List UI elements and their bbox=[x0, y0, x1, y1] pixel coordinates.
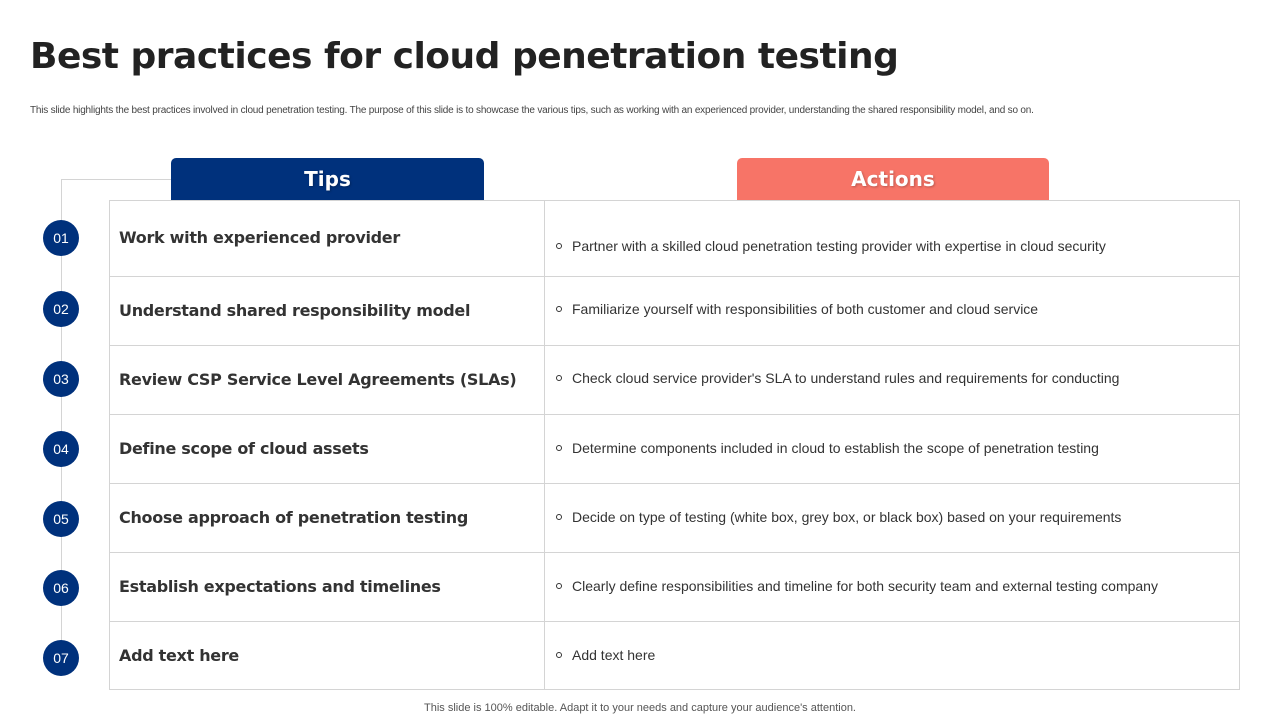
action-text: Clearly define responsibilities and timeline for both security team and external testing company bbox=[572, 578, 1158, 594]
action-item bbox=[556, 440, 1099, 456]
row-number-badge: 05 bbox=[43, 501, 79, 537]
action-text: Decide on type of testing (white box, grey box, or black box) based on your requirements bbox=[572, 509, 1122, 525]
action-item bbox=[556, 301, 1038, 317]
row-number-badge: 07 bbox=[43, 640, 79, 676]
tip-text: Add text here bbox=[119, 646, 239, 665]
action-item bbox=[556, 509, 1121, 525]
row-number-badge: 02 bbox=[43, 291, 79, 327]
row-divider bbox=[109, 483, 1240, 484]
bullet-circle-icon bbox=[556, 514, 562, 520]
row-number-badge: 03 bbox=[43, 361, 79, 397]
slide-footer: This slide is 100% editable. Adapt it to your needs and capture your audience's attention. bbox=[424, 702, 856, 714]
tip-text: Define scope of cloud assets bbox=[119, 439, 369, 458]
row-divider bbox=[109, 414, 1240, 415]
slide-subtitle: This slide highlights the best practices involved in cloud penetration testing. The purpose of this slide is to showcase the various tips, such as working with an experienced provider, understanding the shared responsibility model, and so on. bbox=[30, 105, 1034, 116]
bullet-circle-icon bbox=[556, 375, 562, 381]
tip-text: Understand shared responsibility model bbox=[119, 301, 471, 320]
row-number-badge: 04 bbox=[43, 431, 79, 467]
bullet-circle-icon bbox=[556, 445, 562, 451]
action-item bbox=[556, 647, 655, 663]
bullet-circle-icon bbox=[556, 652, 562, 658]
tip-text: Review CSP Service Level Agreements (SLAs) bbox=[119, 370, 517, 389]
actions-header: Actions bbox=[737, 158, 1049, 200]
action-item bbox=[556, 238, 1106, 254]
row-divider bbox=[109, 345, 1240, 346]
action-text: Partner with a skilled cloud penetration testing provider with expertise in cloud security bbox=[572, 238, 1106, 254]
action-item bbox=[556, 370, 1119, 386]
row-number-badge: 06 bbox=[43, 570, 79, 606]
row-divider bbox=[109, 621, 1240, 622]
row-divider bbox=[109, 276, 1240, 277]
action-text: Add text here bbox=[572, 647, 656, 663]
action-item bbox=[556, 578, 1158, 594]
row-number-badge: 01 bbox=[43, 220, 79, 256]
action-text: Check cloud service provider's SLA to understand rules and requirements for conducting bbox=[572, 370, 1120, 386]
column-divider bbox=[544, 200, 545, 690]
tip-text: Work with experienced provider bbox=[119, 228, 400, 247]
bullet-circle-icon bbox=[556, 306, 562, 312]
bullet-circle-icon bbox=[556, 583, 562, 589]
tip-text: Establish expectations and timelines bbox=[119, 577, 441, 596]
tips-header: Tips bbox=[171, 158, 484, 200]
action-text: Familiarize yourself with responsibilities of both customer and cloud service bbox=[572, 301, 1039, 317]
timeline-connector bbox=[61, 179, 171, 180]
bullet-circle-icon bbox=[556, 243, 562, 249]
tip-text: Choose approach of penetration testing bbox=[119, 508, 468, 527]
slide-title: Best practices for cloud penetration testing bbox=[30, 36, 899, 77]
action-text: Determine components included in cloud to establish the scope of penetration testing bbox=[572, 440, 1099, 456]
row-divider bbox=[109, 552, 1240, 553]
